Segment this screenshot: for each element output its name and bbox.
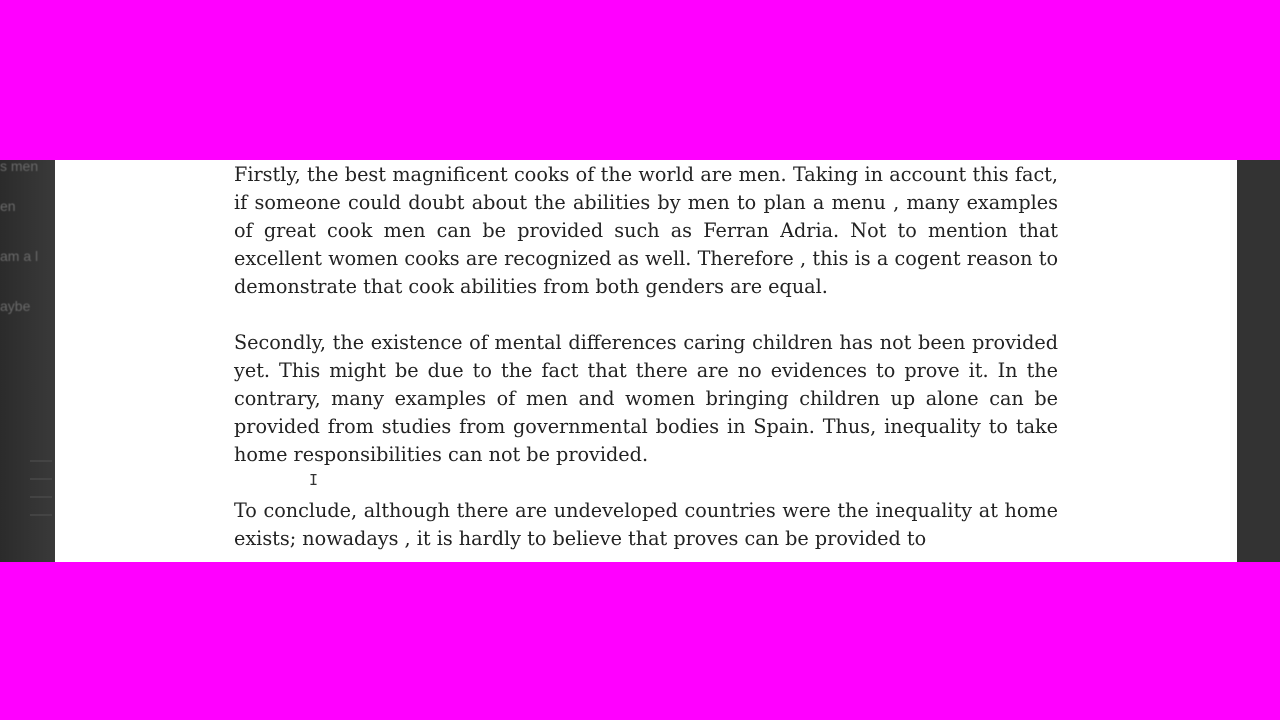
- document-viewport: [0, 160, 1280, 562]
- sidebar-fragment: am a l: [0, 248, 39, 264]
- text-cursor-icon: I: [309, 471, 319, 489]
- paragraph-secondly: Secondly, the existence of mental differences caring children has not been provided yet. This might be due to the fact that there are no evidences to prove it. In the contrary, many examples of men and women bringing children up alone can be provided from studies from governmental bodies in Spain. Thus, inequality to take home responsibilities can not be provided.: [234, 331, 1058, 466]
- sidebar-fragment: en: [0, 198, 16, 214]
- sidebar-fragment: s men: [0, 160, 39, 174]
- right-scroll-area: [1237, 160, 1280, 562]
- sidebar-bleed: [0, 160, 56, 562]
- ghost-line: [30, 460, 52, 462]
- paragraph-conclusion: To conclude, although there are undeveloped countries were the inequality at home exists; nowadays , it is hardly to believe that proves can be provided to: [234, 499, 1058, 550]
- sidebar-fragment: aybe: [0, 298, 31, 314]
- ghost-line: [30, 496, 52, 498]
- document-body[interactable]: [234, 161, 1058, 562]
- paragraph-firstly: Firstly, the best magnificent cooks of the world are men. Taking in account this fact, if someone could doubt about the abilities by men to plan a menu , many examples of great cook men can be provided such as Ferran Adria. Not to mention that excellent women cooks are recognized as well. Therefore , this is a cogent reason to demonstrate that cook abilities from both genders are equal.: [234, 163, 1058, 298]
- ghost-line: [30, 478, 52, 480]
- ghost-line: [30, 514, 52, 516]
- document-page[interactable]: [55, 160, 1238, 562]
